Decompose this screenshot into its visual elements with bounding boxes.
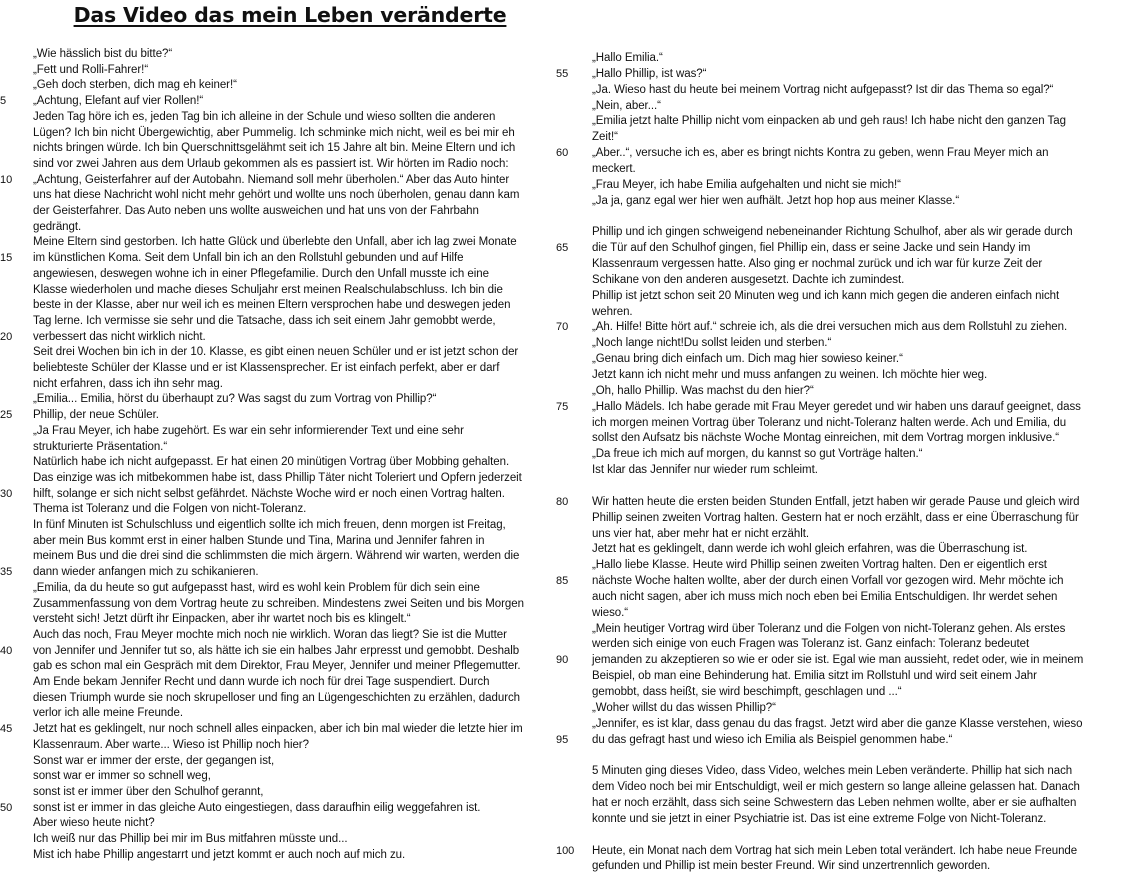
line-text: Sonst war er immer der erste, der gegangen ist, [33, 754, 275, 767]
line-text: gedrängt. [33, 220, 82, 233]
line-text: du das gefragt hast und wieso ich Emilia als Beispiel genommen habe.“ [592, 733, 953, 746]
line-text: „Nein, aber...“ [592, 99, 661, 112]
line-text: sonst ist er immer über den Schulhof gerannt, [33, 785, 264, 798]
line-text: gemobbt, dass heißt, sie wird beschimpft, geschlagen und ...“ [592, 686, 902, 698]
line-text: wehren. [592, 305, 633, 318]
line-text: sollst den Aufsatz bis nächste Woche Montag einreichen, mit dem Vortrag morgen inklusive.“ [592, 432, 1060, 445]
line-text: Phillip ist jetzt schon seit 20 Minuten weg und ich kann mich gegen die anderen einfach nicht [592, 289, 1060, 302]
line-text: „Geh doch sterben, dich mag eh keiner!“ [33, 79, 237, 92]
line-text: gefunden und Phillip ist mein bester Freund. Wir sind unzertrennlich geworden. [592, 860, 991, 873]
line-text: Lügen? Ich bin nicht Übergewichtig, aber Pummelig. Ich schminke mich nicht, weil es bei mir eh [33, 126, 515, 139]
line-number: 35 [0, 566, 13, 579]
line-text: meinem Bus und die drei sind die schlimmsten die mich ärgern. Während wir warten, werden die [33, 550, 520, 563]
line-number: 30 [0, 487, 13, 500]
line-number: 65 [556, 242, 569, 255]
line-text: Klasse wiederholen und mache dieses Schuljahr erst meinen Realschulabschluss. Ich bin die [33, 283, 503, 296]
line-number: 50 [0, 801, 13, 814]
line-text: Klassenraum vergessen hatte. Also ging er nochmal zurück und ich war für kurze Zeit der [592, 258, 1043, 271]
line-number: 100 [556, 844, 575, 857]
line-text: strukturierte Präsentation.“ [33, 440, 168, 453]
line-text: ich morgen meinen Vortrag über Toleranz und nicht-Toleranz halten werde. Ach und Emilia, du [592, 416, 1067, 429]
line-text: sonst war er immer so schnell weg, [33, 770, 211, 783]
line-text: „Noch lange nicht!Du sollst leiden und sterben.“ [592, 337, 832, 350]
page-title [0, 0, 580, 30]
line-number: 45 [0, 723, 13, 736]
line-text: Zusammenfassung von dem Vortrag heute zu schreiben. Mindestens zwei Seiten und bis Morgen [33, 597, 524, 610]
line-text: „Jennifer, es ist klar, dass genau du das fragst. Jetzt wird aber die ganze Klasse verstehen, wieso [592, 717, 1083, 730]
line-text: Jetzt kann ich nicht mehr und muss anfangen zu weinen. Ich möchte hier weg. [592, 369, 988, 381]
line-text: Beispiel, ob man eine Behinderung hat. Emilia sitzt im Rollstuhl und wird seit einem Jahr [592, 670, 1037, 683]
line-text: Jetzt hat es geklingelt, nur noch schnell alles einpacken, aber ich bin mal wieder die letzte hier im [33, 723, 523, 736]
line-text: nichts bringen würde. Ich bin Querschnittsgelähmt seit ich 15 Jahre alt bin. Meine Eltern und ich [33, 142, 516, 155]
line-text: „Aber..“, versuche ich es, aber es bringt nichts Kontra zu geben, wenn Frau Meyer mich an [592, 147, 1049, 160]
line-text: Schikane von den anderen ausgesetzt. Dachte ich zumindest. [592, 273, 905, 286]
line-text: von Jennifer und Jennifer tut so, als hätte ich sie ein halbes Jahr erpresst und gemobbt. Deshalb [33, 644, 520, 657]
line-number: 15 [0, 252, 13, 265]
line-text: uns hat diese Nachricht wohl nicht mehr gehört und wollte uns noch überholen, genau dann kam [33, 189, 520, 202]
line-text: im künstlichen Koma. Seit dem Unfall bin ich an den Rollstuhl gebunden und auf Hilfe [33, 252, 464, 265]
line-text: beliebteste Schüler der Klasse und er ist Klassensprecher. Er ist einfach perfekt, aber er darf [33, 362, 500, 374]
line-text: hat er noch erzählt, dass sich seine Schwestern das Leben nehmen wollte, aber er sie aufhalten [592, 796, 1077, 809]
line-text: Meine Eltern sind gestorben. Ich hatte Glück und überlebte den Unfall, aber ich lag zwei Monate [33, 236, 517, 249]
line-text: werden sich einige von euch Fragen was Toleranz ist. Ganz einfach: Toleranz bedeutet [592, 638, 1030, 651]
line-number: 25 [0, 409, 13, 422]
line-number: 70 [556, 321, 569, 334]
line-text: „Ja ja, ganz egal wer hier wen aufhält. Jetzt hop hop aus meiner Klasse.“ [592, 194, 960, 207]
line-text: angewiesen, deswegen wohne ich in einer Pflegefamilie. Durch den Unfall musste ich eine [33, 267, 489, 280]
line-text: „Emilia, da du heute so gut aufgepasst hast, wird es wohl kein Problem für dich sein eine [33, 581, 480, 594]
line-text: Aber wieso heute nicht? [33, 817, 155, 830]
line-text: Auch das noch, Frau Meyer mochte mich noch nie wirklich. Woran das liegt? Sie ist die Mutter [33, 628, 507, 641]
line-text: „Oh, hallo Phillip. Was machst du den hier?“ [592, 384, 814, 397]
line-text: Zeit!“ [592, 131, 618, 144]
line-text: Jetzt hat es geklingelt, dann werde ich wohl gleich erfahren, was die Überraschung ist. [592, 543, 1028, 556]
line-text: Das einzige was ich mitbekommen habe ist, dass Phillip Täter nicht Toleriert und Opfern jederzeit [33, 471, 522, 484]
line-number: 60 [556, 147, 569, 160]
line-text: aber mein Bus kommt erst in einer halben Stunde und Tina, Marina und Jennifer fahren in [33, 534, 485, 547]
line-text: Phillip seinen zweiten Vortrag halten. Gestern hat er noch erzählt, dass er eine Überraschung für [592, 511, 1079, 524]
line-text: Thema ist Toleranz und die Folgen von nicht-Toleranz. [33, 503, 307, 516]
line-text: konnte und sie jetzt in einer Psychiatrie ist. Das ist eine extreme Folge von Nicht-Toleranz. [592, 812, 1047, 825]
line-text: jemanden zu akzeptieren so wie er oder sie ist. Egal wie man aussieht, redet oder, wie in meinem [592, 654, 1084, 667]
title-text: Das Video das mein Leben veränderte [73, 3, 507, 27]
line-text: „Da freue ich mich auf morgen, du kannst so gut Vorträge halten.“ [592, 448, 923, 461]
line-number: 5 [0, 95, 7, 108]
line-text: Phillip und ich gingen schweigend nebeneinander Richtung Schulhof, aber als wir gerade durch [592, 226, 1073, 239]
line-text: Mist ich habe Phillip angestarrt und jetzt kommt er auch noch auf mich zu. [33, 848, 406, 861]
line-number: 55 [556, 67, 569, 80]
line-text: Wir hatten heute die ersten beiden Stunden Entfall, jetzt haben wir gerade Pause und gleich wird [592, 495, 1080, 508]
line-text: Seit drei Wochen bin ich in der 10. Klasse, es gibt einen neuen Schüler und er ist jetzt schon der [33, 346, 519, 359]
line-text: „Achtung, Geisterfahrer auf der Autobahn. Niemand soll mehr überholen.“ Aber das Auto hinter [33, 173, 510, 186]
line-text: „Wie hässlich bist du bitte?“ [33, 48, 173, 60]
line-text: „Achtung, Elefant auf vier Rollen!“ [33, 95, 204, 108]
line-number: 80 [556, 495, 569, 508]
line-number: 40 [0, 644, 13, 657]
line-text: sind vor zwei Jahren aus dem Urlaub gekommen als es passiert ist. Wir hörten im Radio noch: [33, 157, 509, 170]
line-text: uns vier hat, aber mehr hat er nicht erzählt. [592, 527, 809, 540]
line-text: Tag lerne. Ich vermisse sie sehr und die Tatsache, dass ich seit einem Jahr gemobbt werde, [33, 314, 496, 327]
line-text: Phillip, der neue Schüler. [33, 409, 159, 422]
line-number: 75 [556, 400, 569, 413]
line-text: „Fett und Rolli-Fahrer!“ [33, 63, 149, 76]
line-text: beste in der Klasse, aber nur weil ich es meinen Eltern versprochen habe und deswegen jeden [33, 299, 511, 312]
line-text: Heute, ein Monat nach dem Vortrag hat sich mein Leben total verändert. Ich habe neue Freunde [592, 844, 1078, 857]
line-text: Ist klar das Jennifer nur wieder rum schleimt. [592, 464, 818, 477]
line-text: „Ja. Wieso hast du heute bei meinem Vortrag nicht aufgepasst? Ist dir das Thema so egal?“ [592, 83, 1054, 96]
line-text: versteht sich! Jetzt dürft ihr Einpacken, aber ihr wartet noch bis es klingelt.“ [33, 613, 411, 626]
line-text: verlor ich alle meine Freunde. [33, 707, 183, 720]
line-text: der Geisterfahrer. Das Auto neben uns wollte ausweichen und hat uns von der Fahrbahn [33, 205, 479, 217]
line-text: „Ja Frau Meyer, ich habe zugehört. Es war ein sehr informierender Text und eine sehr [33, 424, 464, 437]
line-number: 10 [0, 173, 13, 186]
line-text: die Tür auf den Schulhof gingen, fiel Phillip ein, dass er seine Jacke und sein Handy im [592, 242, 1031, 255]
line-text: „Hallo Mädels. Ich habe gerade mit Frau Meyer geredet und wir haben uns darauf geeignet, dass [592, 400, 1081, 413]
line-text: dann wieder anfangen mich zu schikanieren. [33, 566, 259, 579]
line-number: 90 [556, 654, 569, 667]
line-text: nicht erfahren, dass ich ihn sehr mag. [33, 377, 223, 390]
line-text: auch nicht sagen, aber ich muss mich noch eben bei Emilia Entschuldigen. Ihr werdet sehen [592, 590, 1058, 603]
line-text: gab es schon mal ein Gespräch mit dem Direktor, Frau Meyer, Jennifer und meiner Pflegemutter. [33, 660, 521, 673]
line-text: „Ah. Hilfe! Bitte hört auf.“ schreie ich, als die drei versuchen mich aus dem Rollstuhl zu ziehen. [592, 321, 1068, 334]
line-text: dem Video noch bei mir Entschuldigt, weil er mich gestern so lange alleine gelassen hat. Danach [592, 781, 1080, 794]
line-text: „Mein heutiger Vortrag wird über Toleranz und die Folgen von nicht-Toleranz gehen. Als erstes [592, 622, 1066, 635]
line-text: hilft, solange er sich nicht selbst gefährdet. Nächste Woche wird er noch einen Vortrag halten. [33, 487, 505, 500]
line-text: sonst ist er immer in das gleiche Auto eingestiegen, dass daraufhin eilig weggefahren ist. [33, 801, 481, 814]
line-text: Klassenraum. Aber warte... Wieso ist Phillip noch hier? [33, 738, 309, 751]
line-text: „Hallo Emilia.“ [592, 52, 663, 64]
line-text: 5 Minuten ging dieses Video, dass Video, welches mein Leben veränderte. Phillip hat sich nach [592, 765, 1073, 778]
line-text: „Woher willst du das wissen Phillip?“ [592, 701, 776, 714]
line-text: „Emilia jetzt halte Phillip nicht vom einpacken ab und geh raus! Ich habe nicht den ganzen Tag [592, 115, 1066, 128]
line-number: 95 [556, 733, 569, 746]
line-text: In fünf Minuten ist Schulschluss und eigentlich sollte ich mich freuen, denn morgen ist Freitag, [33, 519, 506, 531]
line-text: Am Ende bekam Jennifer Recht und dann wurde ich noch für drei Tage suspendiert. Durch [33, 676, 490, 688]
line-text: „Emilia... Emilia, hörst du überhaupt zu? Was sagst du zum Vortrag von Phillip?“ [33, 393, 437, 406]
line-text: nächste Woche halten wollte, aber der durch einen Vorfall vor gezogen wird. Mehr möchte ich [592, 575, 1064, 588]
line-text: Natürlich habe ich nicht aufgepasst. Er hat einen 20 minütigen Vortrag über Mobbing gehalten. [33, 456, 510, 469]
line-text: „Hallo liebe Klasse. Heute wird Phillip seinen zweiten Vortrag halten. Den er eigentlich erst [592, 559, 1047, 572]
line-text: „Hallo Phillip, ist was?“ [592, 67, 707, 80]
line-number: 85 [556, 575, 569, 588]
line-text: meckert. [592, 162, 636, 175]
line-text: verbessert das nicht wirklich nicht. [33, 330, 206, 343]
line-number: 20 [0, 330, 13, 343]
line-text: Jeden Tag höre ich es, jeden Tag bin ich alleine in der Schule und wieso sollten die anderen [33, 110, 496, 123]
line-text: „Frau Meyer, ich habe Emilia aufgehalten und nicht sie mich!“ [592, 178, 901, 191]
line-text: wieso.“ [592, 606, 629, 619]
line-text: diesen Triumph wurde sie noch skrupelloser und fing an Lügengeschichten zu erzählen, dadurch [33, 691, 521, 704]
line-text: Ich weiß nur das Phillip bei mir im Bus mitfahren müsste und... [33, 833, 348, 845]
line-text: „Genau bring dich einfach um. Dich mag hier sowieso keiner.“ [592, 353, 903, 366]
